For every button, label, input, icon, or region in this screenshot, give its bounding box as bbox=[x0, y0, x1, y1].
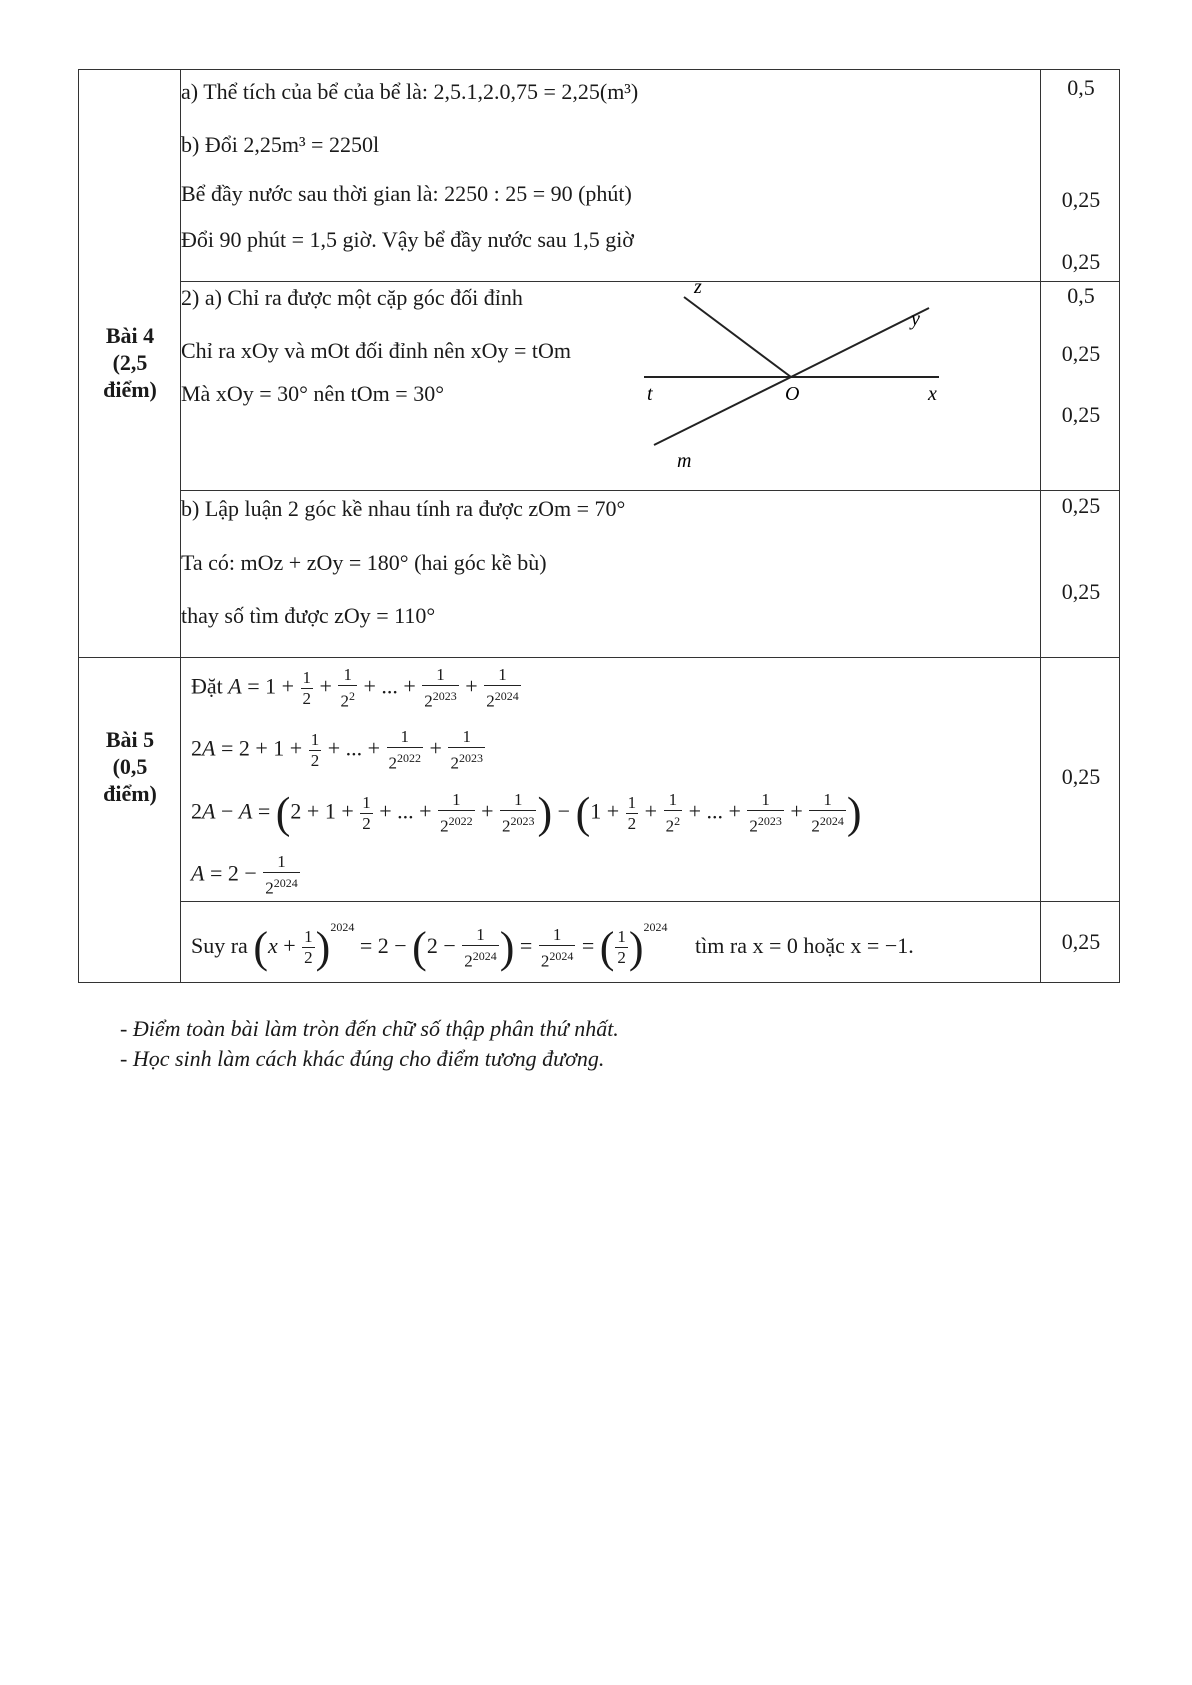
bai4-row: Mà xOy = 30° nên tOm = 30° bbox=[181, 381, 445, 406]
label-y: y bbox=[911, 308, 920, 330]
ray-oz bbox=[684, 297, 791, 377]
bai4-title: Bài 4 bbox=[105, 323, 155, 348]
bai4-row: Đổi 90 phút = 1,5 giờ. Vậy bể đầy nước sau 1,5 giờ bbox=[181, 227, 634, 252]
row-divider bbox=[79, 657, 1119, 658]
bai4-row: b) Đổi 2,25m³ = 2250l bbox=[181, 132, 380, 157]
score-cell: 0,5 bbox=[1067, 283, 1095, 308]
row-divider bbox=[180, 901, 1119, 902]
score-cell: 0,25 bbox=[1061, 764, 1101, 789]
formula-line-2: 2A = 2 + 1 + $\frac{1}{2}$ + ... + $\frac{1}{2^{2022}}$ + $\frac{1}{2^{2023}}$ bbox=[191, 727, 483, 773]
bai4-points: (2,5 bbox=[112, 350, 148, 375]
footnotes bbox=[120, 1014, 619, 1074]
bai5-unit: điểm) bbox=[103, 781, 157, 806]
footnote: - Học sinh làm cách khác đúng cho điểm tương đương. bbox=[120, 1046, 605, 1071]
bai5-label bbox=[79, 726, 181, 807]
bai5-title: Bài 5 bbox=[105, 727, 155, 752]
footnote: - Điểm toàn bài làm tròn đến chữ số thập phân thứ nhất. bbox=[120, 1016, 619, 1041]
bai4-row: Chỉ ra xOy và mOt đối đỉnh nên xOy = tOm bbox=[181, 338, 572, 363]
grading-table bbox=[78, 69, 1120, 983]
bai4-row: 2) a) Chỉ ra được một cặp góc đối đỉnh bbox=[181, 285, 523, 310]
label-z: z bbox=[694, 276, 702, 298]
label-o: O bbox=[785, 383, 800, 405]
formula-prefix: Suy ra bbox=[191, 933, 248, 958]
final-conclusion: tìm ra x = 0 hoặc x = −1. bbox=[695, 933, 914, 958]
bai4-row: b) Lập luận 2 góc kề nhau tính ra được zOm = 70° bbox=[181, 496, 626, 521]
bai5-points: (0,5 bbox=[112, 754, 148, 779]
label-x: x bbox=[928, 383, 937, 405]
score-cell: 0,25 bbox=[1061, 402, 1101, 427]
bai4-label bbox=[79, 322, 181, 403]
formula-line-3: 2A − A = (2 + 1 + $\frac{1}{2}$ + ... + $\frac{1}{2^{2022}}$ + $\frac{1}{2^{2023}}$ ) − (1 + $\frac{1}{2}$ + $\frac{1}{2^2}$ + ... + $\frac{1}{2^{2023}}$ + $\frac{1}{2^{2024}}$ ) bbox=[191, 788, 862, 838]
score-cell: 0,5 bbox=[1067, 75, 1095, 100]
bai4-row: Bể đầy nước sau thời gian là: 2250 : 25 = 90 (phút) bbox=[181, 181, 632, 206]
score-cell: 0,25 bbox=[1061, 929, 1101, 954]
formula-line-4: A = 2 − $\frac{1}{2^{2024}}$ bbox=[191, 852, 298, 898]
formula-prefix: Đặt bbox=[191, 673, 223, 699]
label-m: m bbox=[677, 450, 692, 472]
score-cell: 0,25 bbox=[1061, 249, 1101, 274]
ray-oy bbox=[791, 308, 929, 377]
label-t: t bbox=[647, 383, 653, 405]
bai4-row: Ta có: mOz + zOy = 180° (hai góc kề bù) bbox=[181, 550, 547, 575]
score-cell: 0,25 bbox=[1061, 493, 1101, 518]
bai4-row: thay số tìm được zOy = 110° bbox=[181, 603, 436, 628]
formula-line-1: Đặt A = 1 + $\frac{1}{2}$ + $\frac{1}{2^2}$ + ... + $\frac{1}{2^{2023}}$ + $\frac{1}{2^{2024}}$ bbox=[191, 665, 519, 711]
angle-figure bbox=[639, 275, 1039, 490]
bai4-row: a) Thể tích của bể của bể là: 2,5.1,2.0,75 = 2,25(m³) bbox=[181, 79, 639, 104]
score-cell: 0,25 bbox=[1061, 579, 1101, 604]
bai4-unit: điểm) bbox=[103, 377, 157, 402]
score-cell: 0,25 bbox=[1061, 187, 1101, 212]
ray-om bbox=[654, 377, 791, 445]
score-cell: 0,25 bbox=[1061, 341, 1101, 366]
row-divider bbox=[180, 490, 1119, 491]
formula-line-5: Suy ra (x + $\frac{1}{2}$ )$^{2024}$ = 2 − (2 − $\frac{1}{2^{2024}}$ ) = $\frac{1}{2^{2024}}$ = ( $\frac{1}{2}$ )$^{2024}$ tìm ra x = 0 hoặc x = −1. bbox=[191, 920, 914, 972]
